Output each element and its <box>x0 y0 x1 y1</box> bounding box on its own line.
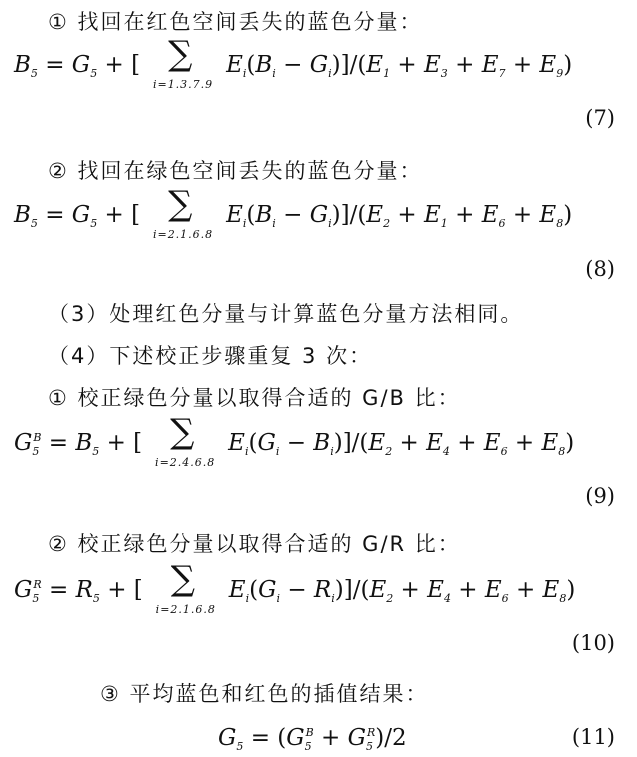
equation-number-9: (9) <box>585 484 615 508</box>
equation-7: $B_5 = G_5$ + [ ∑ i=1.3.7.9 $E_i(B_i - G_i)]/(E_1 + E_3 + E_7 + E_9)$ <box>14 34 573 91</box>
equation-10: $G_5^R = R_5$ + [ ∑ i=2.1.6.8 $E_i(G_i - R_i)]/(E_2 + E_4 + E_6 + E_8)$ <box>14 559 576 616</box>
text-process-red: （3）处理红色分量与计算蓝色分量方法相同。 <box>48 302 524 326</box>
text-find-blue-in-red: ① 找回在红色空间丢失的蓝色分量： <box>48 10 423 34</box>
equation-11: $G_5 = (G_5^B + G_5^R)/2$ <box>218 725 407 753</box>
text-correct-green-gb: ① 校正绿色分量以取得合适的 G/B 比： <box>48 386 461 410</box>
text-average-blue-red: ③ 平均蓝色和红色的插值结果： <box>100 682 429 706</box>
equation-number-7: (7) <box>585 106 615 130</box>
equation-9: $G_5^B = B_5$ + [ ∑ i=2.4.6.8 $E_i(G_i - B_i)]/(E_2 + E_4 + E_6 + E_8)$ <box>14 412 575 469</box>
equation-number-11: (11) <box>571 725 615 749</box>
equation-number-10: (10) <box>571 631 615 655</box>
equation-number-8: (8) <box>585 257 615 281</box>
text-find-blue-in-green: ② 找回在绿色空间丢失的蓝色分量： <box>48 159 423 183</box>
sum-limits-7: i=1.3.7.9 <box>152 78 214 91</box>
sum-limits-8: i=2.1.6.8 <box>152 228 214 241</box>
sum-limits-10: i=2.1.6.8 <box>155 603 216 616</box>
sum-limits-9: i=2.4.6.8 <box>155 456 216 469</box>
text-repeat-steps: （4）下述校正步骤重复 3 次： <box>48 344 373 368</box>
text-correct-green-gr: ② 校正绿色分量以取得合适的 G/R 比： <box>48 532 461 556</box>
equation-8: $B_5 = G_5$ + [ ∑ i=2.1.6.8 $E_i(B_i - G_i)]/(E_2 + E_1 + E_6 + E_8)$ <box>14 184 573 241</box>
